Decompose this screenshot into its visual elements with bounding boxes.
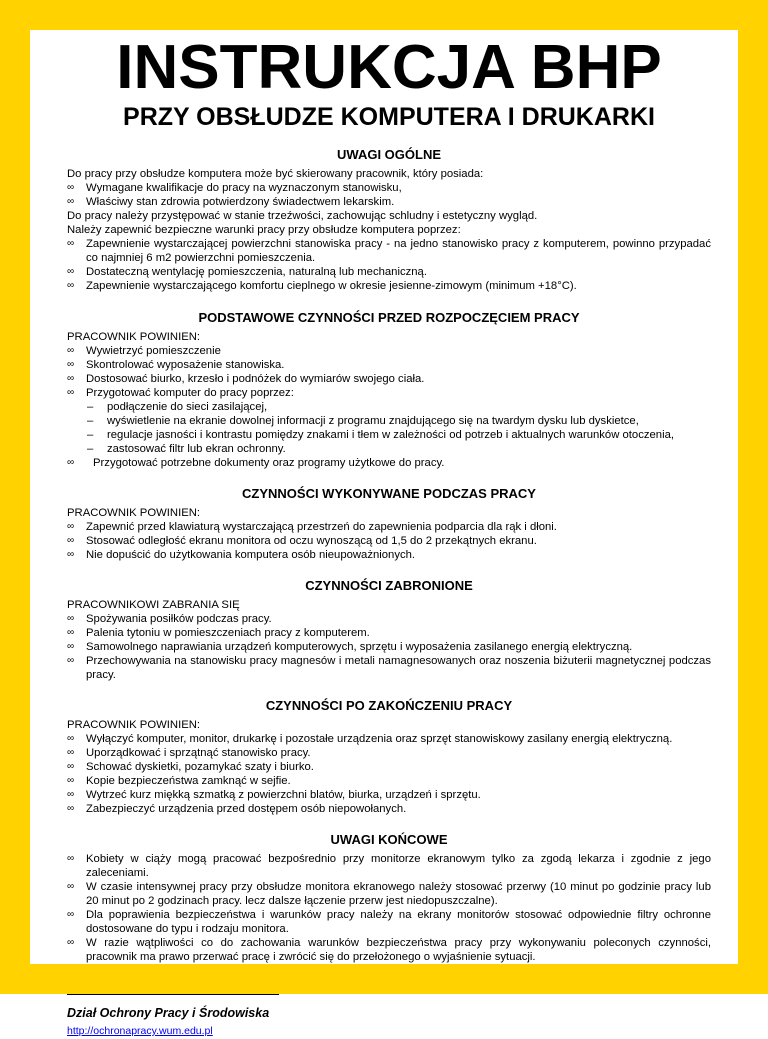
list-item: ∞ Wywietrzyć pomieszczenie <box>67 345 221 357</box>
bullet-icon: ∞ <box>67 853 75 864</box>
list-item: ∞ Stosować odległość ekranu monitora od oczu wynoszącą od 1,5 do 2 przekątnych ekranu. <box>67 535 537 547</box>
list-item: ∞ Dostateczną wentylację pomieszczenia, naturalną lub mechaniczną. <box>67 266 427 278</box>
bullet-icon: ∞ <box>67 359 75 370</box>
general-intro: Do pracy przy obsłudze komputera może być skierowany pracownik, który posiada: <box>67 168 484 180</box>
list-item: ∞ Zapewnienie wystarczającego komfortu cieplnego w okresie jesienne-zimowym (minimum +18°C). <box>67 280 577 292</box>
list-item: ∞ Zapewnienie wystarczającej powierzchni stanowiska pracy - na jedno stanowisko pracy z komputerem, powinno przypadać co najmniej 6 m2 powierzchni pomieszczenia. <box>67 238 711 264</box>
bullet-icon: ∞ <box>67 803 75 814</box>
list-item: ∞ Zabezpieczyć urządzenia przed dostępem osób niepowołanych. <box>67 803 407 815</box>
bullet-icon: ∞ <box>67 387 75 398</box>
list-item: ∞ Wytrzeć kurz miękką szmatką z powierzchni blatów, biurka, urządzeń i sprzętu. <box>67 789 481 801</box>
section-heading-after: CZYNNOŚCI PO ZAKOŃCZENIU PRACY <box>265 698 513 713</box>
sub-list-item: – podłączenie do sieci zasilającej, <box>87 401 268 413</box>
list-item: ∞ W czasie intensywnej pracy przy obsłudze monitora ekranowego należy stosować przerwy (10 minut po godzinie pracy lub 20 minut po 2 godzinach pracy. lecz dalsze łączenie przerw jest niedopuszczalne). <box>67 881 711 907</box>
bullet-icon: ∞ <box>67 747 75 758</box>
list-item: ∞ Przechowywania na stanowisku pracy magnesów i metali namagnesowanych oraz noszenia biżuterii magnetycznej podczas pracy. <box>67 655 711 681</box>
section-heading-general: UWAGI OGÓLNE <box>337 147 441 162</box>
bullet-icon: ∞ <box>67 373 75 384</box>
section-heading-final: UWAGI KOŃCOWE <box>330 832 448 847</box>
bullet-icon: ∞ <box>67 280 75 291</box>
list-item: ∞ Przygotować komputer do pracy poprzez: <box>67 387 294 399</box>
sub-list-item: – zastosować filtr lub ekran ochronny. <box>87 443 286 455</box>
section-heading-forbidden: CZYNNOŚCI ZABRONIONE <box>305 578 473 593</box>
bullet-icon: ∞ <box>67 775 75 786</box>
bullet-icon: ∞ <box>67 627 75 638</box>
page-title: INSTRUKCJA BHP <box>116 33 662 102</box>
footer-link[interactable]: http://ochronapracy.wum.edu.pl <box>67 1025 213 1037</box>
footer-department: Dział Ochrony Pracy i Środowiska <box>67 1006 270 1020</box>
sub-list-item: – regulacje jasności i kontrastu pomiędzy znakami i tłem w zależności od potrzeb i aktualnych warunków otoczenia, <box>87 429 675 441</box>
bullet-icon: ∞ <box>67 457 75 468</box>
general-line: Do pracy należy przystępować w stanie trzeźwości, zachowując schludny i estetyczny wygląd. <box>67 210 538 222</box>
list-item: ∞ Skontrolować wyposażenie stanowiska. <box>67 359 285 371</box>
bullet-icon: ∞ <box>67 655 75 666</box>
bullet-icon: ∞ <box>67 238 75 249</box>
list-item: ∞ Spożywania posiłków podczas pracy. <box>67 613 272 625</box>
list-item: ∞ Samowolnego naprawiania urządzeń komputerowych, sprzętu i wyposażenia zasilanego energią elektryczną. <box>67 641 633 653</box>
bullet-icon: ∞ <box>67 182 75 193</box>
bullet-icon: ∞ <box>67 345 75 356</box>
bullet-icon: ∞ <box>67 881 75 892</box>
page-subtitle: PRZY OBSŁUDZE KOMPUTERA I DRUKARKI <box>123 103 655 131</box>
section-heading-during: CZYNNOŚCI WYKONYWANE PODCZAS PRACY <box>242 486 536 501</box>
bullet-icon: ∞ <box>67 641 75 652</box>
document-body <box>67 33 711 1039</box>
dash-icon: – <box>87 401 94 413</box>
bullet-icon: ∞ <box>67 909 75 920</box>
list-item: ∞ Kopie bezpieczeństwa zamknąć w sejfie. <box>67 775 291 787</box>
section-intro: PRACOWNIK POWINIEN: <box>67 331 201 343</box>
general-line: Należy zapewnić bezpieczne warunki pracy przy obsłudze komputera poprzez: <box>67 224 461 236</box>
section-intro: PRACOWNIK POWINIEN: <box>67 507 201 519</box>
bullet-icon: ∞ <box>67 613 75 624</box>
list-item: ∞ Właściwy stan zdrowia potwierdzony świadectwem lekarskim. <box>67 196 395 208</box>
section-heading-before: PODSTAWOWE CZYNNOŚCI PRZED ROZPOCZĘCIEM PRACY <box>198 310 580 325</box>
dash-icon: – <box>87 443 94 455</box>
section-intro: PRACOWNIKOWI ZABRANIA SIĘ <box>67 599 240 611</box>
bullet-icon: ∞ <box>67 549 75 560</box>
list-item: ∞ Wymagane kwalifikacje do pracy na wyznaczonym stanowisku, <box>67 182 402 194</box>
bullet-icon: ∞ <box>67 733 75 744</box>
dash-icon: – <box>87 415 94 427</box>
bullet-icon: ∞ <box>67 266 75 277</box>
list-item: ∞ Schować dyskietki, pozamykać szaty i biurko. <box>67 761 314 773</box>
list-item: ∞ Zapewnić przed klawiaturą wystarczającą przestrzeń do zapewnienia podparcia dla rąk i dłoni. <box>67 521 557 533</box>
bullet-icon: ∞ <box>67 761 75 772</box>
list-item: ∞ Uporządkować i sprzątnąć stanowisko pracy. <box>67 747 311 759</box>
bullet-icon: ∞ <box>67 937 75 948</box>
list-item: ∞ Dla poprawienia bezpieczeństwa i warunków pracy należy na ekrany monitorów stosować odpowiednie filtry ochronne dostosowane do typu i rodzaju monitora. <box>67 909 711 935</box>
bullet-icon: ∞ <box>67 535 75 546</box>
list-item: ∞ Kobiety w ciąży mogą pracować bezpośrednio przy monitorze ekranowym tylko za zgodą lekarza i zgodnie z jego zaleceniami. <box>67 853 711 879</box>
section-intro: PRACOWNIK POWINIEN: <box>67 719 201 731</box>
bullet-icon: ∞ <box>67 196 75 207</box>
list-item: ∞ Przygotować potrzebne dokumenty oraz programy użytkowe do pracy. <box>67 457 445 469</box>
sub-list-item: – wyświetlenie na ekranie dowolnej informacji z programu znajdującego się na twardym dysku lub dyskietce, <box>87 415 639 427</box>
list-item: ∞ Palenia tytoniu w pomieszczeniach pracy z komputerem. <box>67 627 370 639</box>
dash-icon: – <box>87 429 94 441</box>
list-item: ∞ Dostosować biurko, krzesło i podnóżek do wymiarów swojego ciała. <box>67 373 425 385</box>
list-item: ∞ W razie wątpliwości co do zachowania warunków bezpieczeństwa pracy przy wykonywaniu poleconych czynności, pracownik ma prawo przerwać pracę i zwrócić się do przełożonego o wyjaśnienie sytuacji. <box>67 937 711 963</box>
footer-divider <box>67 994 279 995</box>
bullet-icon: ∞ <box>67 789 75 800</box>
bullet-icon: ∞ <box>67 521 75 532</box>
list-item: ∞ Nie dopuścić do użytkowania komputera osób nieupoważnionych. <box>67 549 416 561</box>
list-item: ∞ Wyłączyć komputer, monitor, drukarkę i pozostałe urządzenia oraz sprzęt stanowiskowy zasilany energią elektryczną. <box>67 733 673 745</box>
